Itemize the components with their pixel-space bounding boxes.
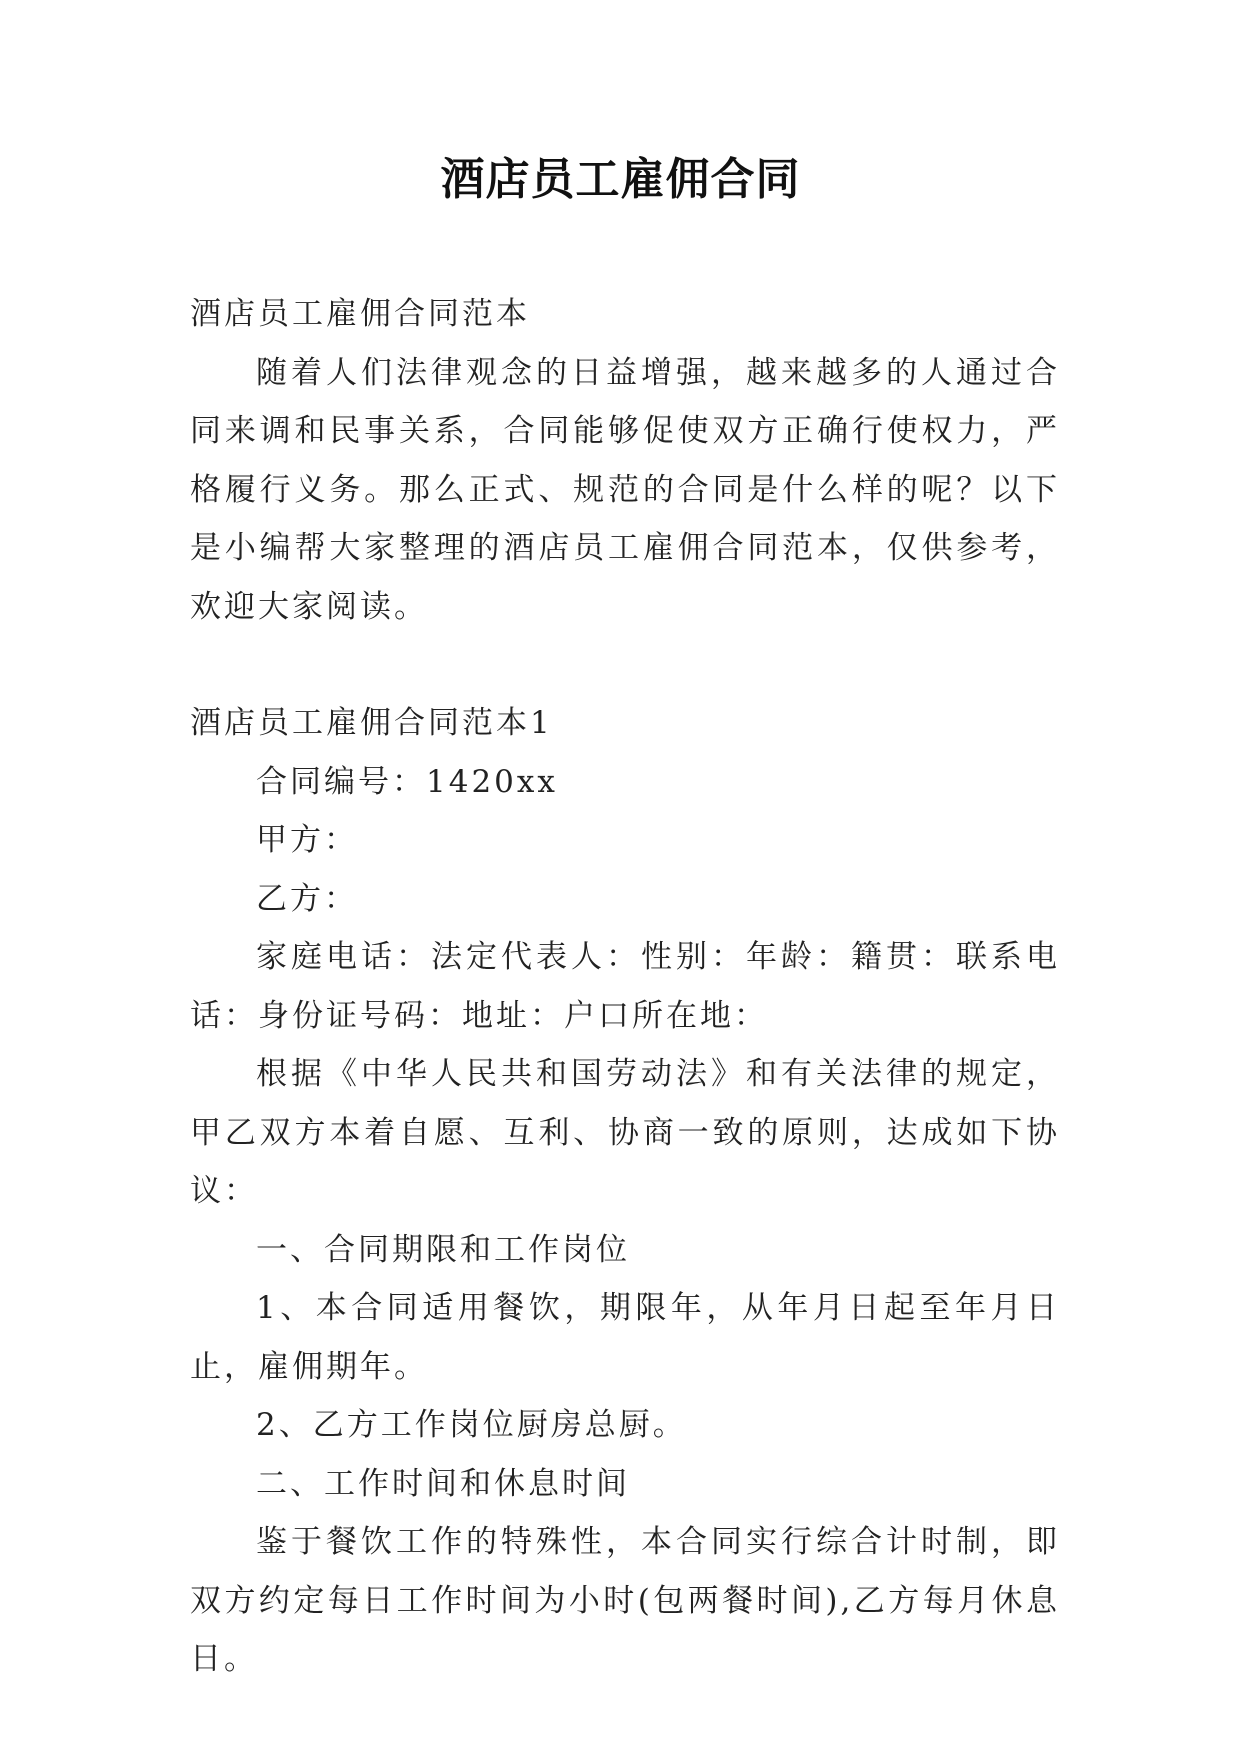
- clause-heading-2: 二、工作时间和休息时间: [256, 1465, 630, 1502]
- contract-number: 合同编号：1420xx: [256, 763, 558, 800]
- clause-heading-1: 一、合同期限和工作岗位: [256, 1231, 630, 1268]
- clause-2-text: 鉴于餐饮工作的特殊性，本合同实行综合计时制，即双方约定每日工作时间为小时(包两餐时间),乙方每月休息日。: [190, 1524, 1060, 1677]
- party-a: 甲方：: [256, 822, 358, 858]
- section-heading-sample-1: 酒店员工雇佣合同范本1: [190, 705, 553, 741]
- section-heading-sample: 酒店员工雇佣合同范本: [190, 296, 530, 332]
- intro-paragraph: 随着人们法律观念的日益增强，越来越多的人通过合同来调和民事关系，合同能够促使双方正确行使权力，严格履行义务。那么正式、规范的合同是什么样的呢？以下是小编帮大家整理的酒店员工雇佣合同范本，仅供参考，欢迎大家阅读。: [190, 354, 1060, 625]
- agreement-basis: 根据《中华人民共和国劳动法》和有关法律的规定，甲乙双方本着自愿、互利、协商一致的原则，达成如下协议：: [190, 1056, 1060, 1209]
- document-title: 酒店员工雇佣合同: [440, 154, 801, 205]
- clause-1-1: 1、本合同适用餐饮，期限年，从年月日起至年月日止，雇佣期年。: [190, 1290, 1060, 1385]
- party-b: 乙方：: [256, 880, 358, 917]
- document-body: [190, 285, 1060, 1689]
- clause-1-2: 2、乙方工作岗位厨房总厨。: [256, 1407, 687, 1443]
- party-details: 家庭电话：法定代表人：性别：年龄：籍贯：联系电话：身份证号码：地址：户口所在地：: [190, 939, 1060, 1034]
